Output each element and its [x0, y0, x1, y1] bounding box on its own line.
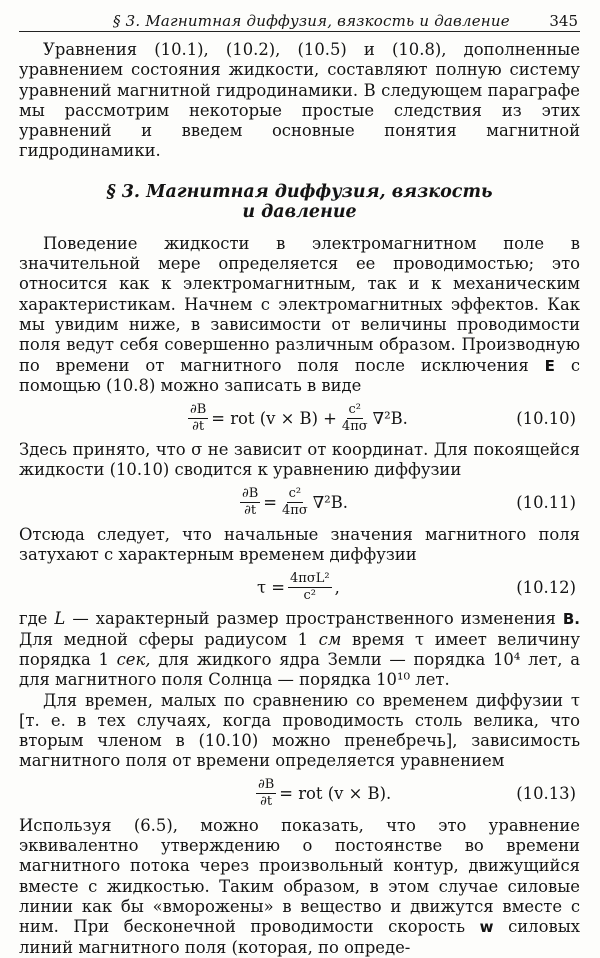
- unit-cm: см: [318, 629, 342, 649]
- eq2-lhs-fraction: $\frac{\partial B}{\partial t}$: [242, 486, 259, 519]
- header-title: § 3. Магнитная диффузия, вязкость и давление: [113, 12, 510, 30]
- eq1-number: (10.10): [516, 408, 576, 428]
- equation-10-12: [19, 565, 580, 609]
- eq3-number: (10.12): [516, 577, 576, 597]
- vector-B: B.: [562, 610, 581, 629]
- paragraph-frozen-intro: Для времен, малых по сравнению со временем диффузии τ [т. е. в тех случаях, когда проводимость столь велика, что вторым членом в (10.10) можно пренебречь], зависимость магнитного поля от времени определяется уравнением: [19, 690, 580, 771]
- symbol-L: L: [54, 609, 66, 629]
- paragraph-decay: Отсюда следует, что начальные значения магнитного поля затухают с характерным временем диффузии: [19, 524, 580, 565]
- page-number: 345: [549, 12, 578, 30]
- eq2-tail: ∇²B.: [312, 493, 348, 513]
- equation-10-13: [19, 772, 580, 816]
- paragraph-examples: где L — характерный размер пространственного изменения B. Для медной сферы радиусом 1 см время τ имеет величину порядка 1 сек, для жидкого ядра Земли — порядка 10⁴ лет, а для магнитного поля Солнца — порядка 10¹⁰ лет.: [19, 609, 581, 690]
- eq3-lhs: τ =: [257, 577, 286, 597]
- paragraph-conductivity-end: с помощью (10.8) можно записать в виде: [19, 355, 580, 395]
- running-header: [19, 0, 580, 32]
- equation-10-10: [19, 396, 580, 440]
- eq1-lhs-fraction: $\frac{\partial B}{\partial t}$: [190, 401, 207, 434]
- eq2-number: (10.11): [516, 493, 576, 513]
- paragraph-frozen-lines: Используя (6.5), можно показать, что это уравнение эквивалентно утверждению о постоянстве во времени магнитного потока через произвольный контур, движущийся вместе с жидкостью. Таким образом, в этом случае силовые линии как бы «вморожены» в вещество и движутся вместе с ним. При бесконечной проводимости скорость w силовых линий магнитного поля (которая, по опреде-: [19, 815, 580, 957]
- eq1-tail: ∇²B.: [372, 408, 408, 428]
- eq1-coefficient-fraction: $\frac{\text{c²}}{4\pi\sigma}$: [341, 401, 368, 434]
- eq2-equals: =: [263, 493, 278, 513]
- eq1-middle: = rot (v × B) +: [211, 408, 337, 428]
- vector-E: E: [544, 356, 555, 375]
- paragraph-conductivity: [19, 234, 580, 396]
- section-heading-line2: и давление: [242, 201, 357, 222]
- equation-10-11: [19, 481, 580, 525]
- paragraph-conductivity-text: Поведение жидкости в электромагнитном поле в значительной мере определяется ее проводимостью; это относится как к электромагнитным, так и к механическим характеристикам. Начнем с электромагнитных эффектов. Как мы увидим ниже, в зависимости от величины проводимости поля ведут себя совершенно различным образом. Производную по времени от магнитного поля после исключения: [19, 233, 580, 375]
- paragraph-sigma: Здесь принято, что σ не зависит от координат. Для покоящейся жидкости (10.10) сводится к уравнению диффузии: [19, 440, 580, 480]
- eq3-fraction: $\frac{\text{4πσL²}}{\text{c²}}$: [290, 570, 330, 603]
- vector-w: w: [479, 918, 494, 937]
- eq2-coefficient-fraction: $\frac{\text{c²}}{4\pi\sigma}$: [282, 486, 308, 519]
- intro-paragraph: Уравнения (10.1), (10.2), (10.5) и (10.8), дополненные уравнением состояния жидкости, составляют полную систему уравнений магнитной гидродинамики. В следующем параграфе мы рассмотрим некоторые простые следствия из этих уравнений и введем основные понятия магнитной гидродинамики.: [19, 40, 580, 161]
- eq4-middle: = rot (v × B).: [279, 784, 392, 804]
- section-heading: [19, 182, 580, 222]
- eq4-lhs-fraction: $\frac{\partial B}{\partial t}$: [258, 777, 275, 810]
- eq3-tail: ,: [334, 577, 340, 597]
- unit-sec: сек,: [116, 649, 151, 669]
- section-heading-line1: § 3. Магнитная диффузия, вязкость: [106, 181, 493, 202]
- eq4-number: (10.13): [516, 784, 576, 804]
